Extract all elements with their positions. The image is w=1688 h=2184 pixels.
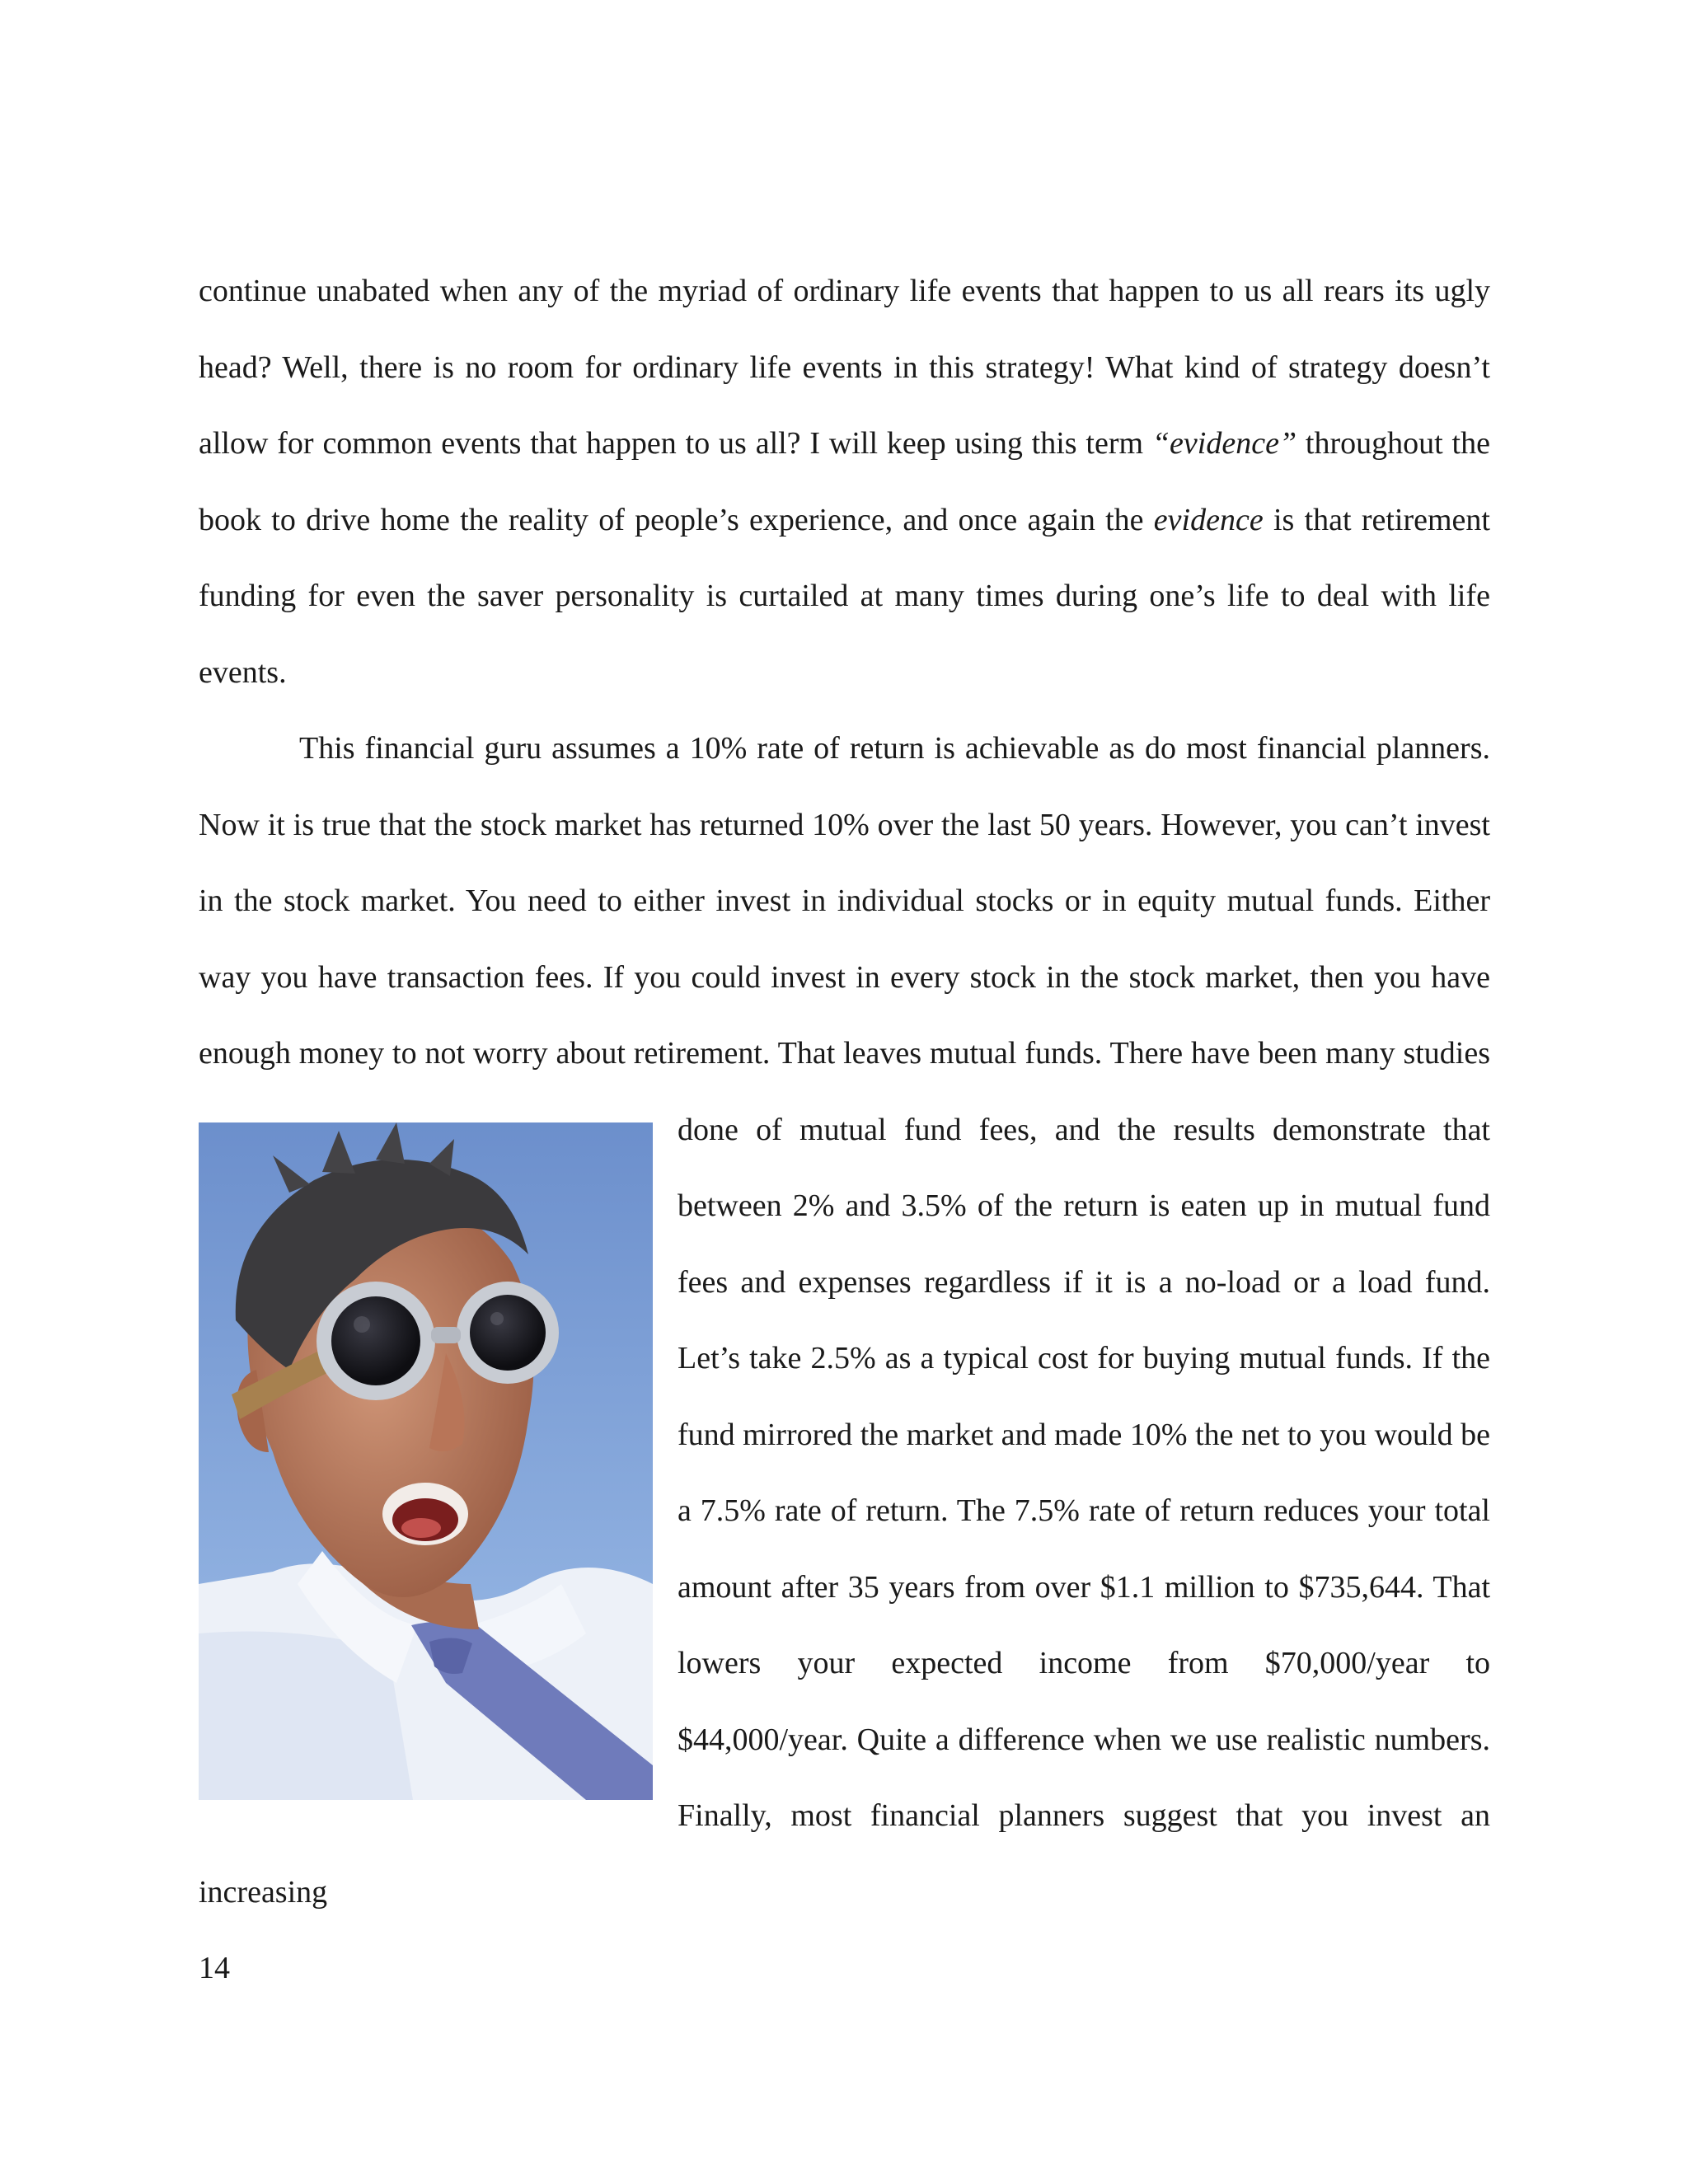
paragraph-2-text-b: funds. There have been many studies done of mutual fund fees, and the results demonstrate that between 2% and 3.5% of the return is eaten up in mutual fund fees and expenses regardless if it is a no-load or a load fund. Let’s take 2.5% as a typical cost for buying mutual funds. If the fund mirrored the market and made 10% the net to you would be a 7.5% rate of return. The 7.5% rate of return reduces your total amount after 35 years from over $1.1 million to $735,644. That lowers your expected income from $70,000/year to $44,000/year. Quite a difference when we use realistic numbers. Finally, most financial planners suggest that you invest an increasing bbox=[199, 1036, 1490, 1910]
emphasis-evidence-quoted: “evidence” bbox=[1151, 426, 1297, 461]
emphasis-evidence: evidence bbox=[1153, 502, 1264, 537]
page-number: 14 bbox=[199, 1951, 230, 1985]
body-text bbox=[199, 253, 1490, 1930]
paragraph-2-text-a: This financial guru assumes a 10% rate of return is achievable as do most financial planners. Now it is true that the stock market has returned 10% over the last 50 years. However, you can’t invest in the stock market. You need to either invest in individual stocks or in equity mutual funds. Either way you have transaction fees. If you could invest in every stock in the stock market, then you have enough money to not worry about retirement. That leaves mutual bbox=[199, 731, 1490, 1071]
photo-illustration bbox=[199, 1122, 653, 1800]
paragraph-1-text-c: is that retirement funding for even the saver personality is curtailed at many times during one’s life to deal with life events. bbox=[199, 502, 1490, 690]
man-with-goggles-photo bbox=[199, 1122, 653, 1800]
paragraph-1 bbox=[199, 253, 1490, 710]
paragraph-2 bbox=[199, 710, 1490, 1930]
paragraph-1-text-b: throughout the book to drive home the reality of people’s experience, and once again the bbox=[199, 426, 1490, 537]
paragraph-1-text-a: continue unabated when any of the myriad of ordinary life events that happen to us all rears its ugly head? Well, there is no room for ordinary life events in this strategy! What kind of strategy doesn’t allow for common events that happen to us all? I will keep using this term bbox=[199, 274, 1490, 461]
